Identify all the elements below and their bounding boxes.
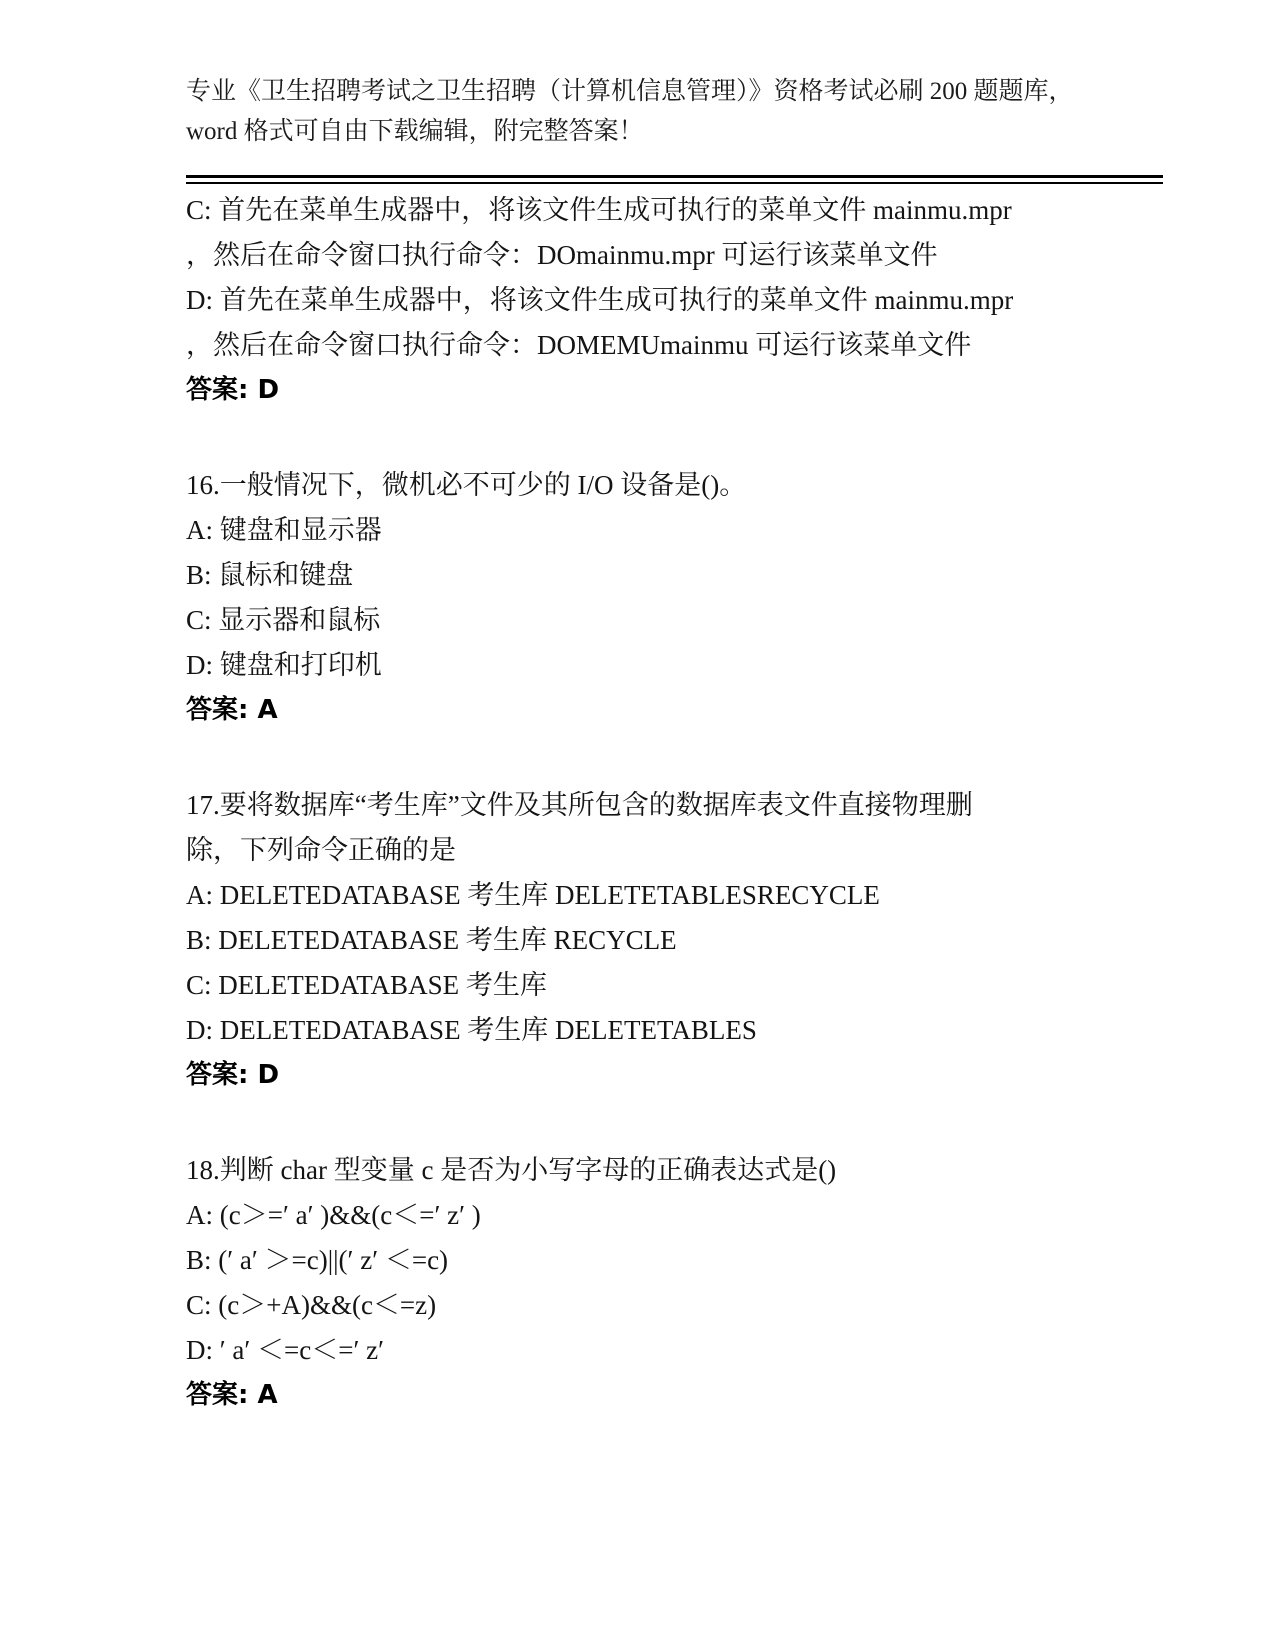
- header-line-1: 专业《卫生招聘考试之卫生招聘（计算机信息管理）》资格考试必刷 200 题题库，: [186, 78, 1074, 105]
- question-line: B: 鼠标和键盘: [186, 560, 354, 590]
- question-line: B: (′ a′ ＞=c)||(′ z′ ＜=c): [186, 1245, 449, 1275]
- question-line: C: 显示器和鼠标: [186, 605, 381, 635]
- question-line: A: 键盘和显示器: [186, 515, 382, 545]
- question-line: B: DELETEDATABASE 考生库 RECYCLE: [186, 925, 677, 955]
- question-block: [186, 783, 1165, 1098]
- question-line: C: (c＞+A)&&(c＜=z): [186, 1290, 437, 1320]
- question-line: C: 首先在菜单生成器中，将该文件生成可执行的菜单文件 mainmu.mpr: [186, 195, 1012, 225]
- header-divider-rule: [186, 175, 1163, 184]
- question-line: 18.判断 char 型变量 c 是否为小写字母的正确表达式是(): [186, 1155, 837, 1185]
- answer-line: 答案: A: [186, 1380, 278, 1410]
- question-line: 16.一般情况下，微机必不可少的 I/O 设备是()。: [186, 470, 747, 500]
- question-line: D: 首先在菜单生成器中，将该文件生成可执行的菜单文件 mainmu.mpr: [186, 285, 1014, 315]
- question-line: 17.要将数据库“考生库”文件及其所包含的数据库表文件直接物理删: [186, 790, 973, 820]
- header-line-2: word 格式可自由下载编辑，附完整答案！: [186, 118, 644, 145]
- question-block: [186, 1148, 1165, 1418]
- document-header: [186, 72, 1165, 152]
- question-line: D: 键盘和打印机: [186, 650, 382, 680]
- question-line: ，然后在命令窗口执行命令：DOMEMUmainmu 可运行该菜单文件: [186, 330, 972, 360]
- question-line: D: ′ a′ ＜=c＜=′ z′: [186, 1335, 385, 1365]
- question-block: [186, 188, 1165, 413]
- question-line: D: DELETEDATABASE 考生库 DELETETABLES: [186, 1015, 757, 1045]
- answer-line: 答案: D: [186, 375, 280, 405]
- question-line: A: (c＞=′ a′ )&&(c＜=′ z′ ): [186, 1200, 481, 1230]
- question-line: C: DELETEDATABASE 考生库: [186, 970, 547, 1000]
- answer-line: 答案: D: [186, 1060, 280, 1090]
- question-block: [186, 463, 1165, 733]
- answer-line: 答案: A: [186, 695, 278, 725]
- question-line: A: DELETEDATABASE 考生库 DELETETABLESRECYCLE: [186, 880, 880, 910]
- question-line: ，然后在命令窗口执行命令：DOmainmu.mpr 可运行该菜单文件: [186, 240, 938, 270]
- question-line: 除，下列命令正确的是: [186, 835, 456, 865]
- questions-area: [186, 188, 1165, 1418]
